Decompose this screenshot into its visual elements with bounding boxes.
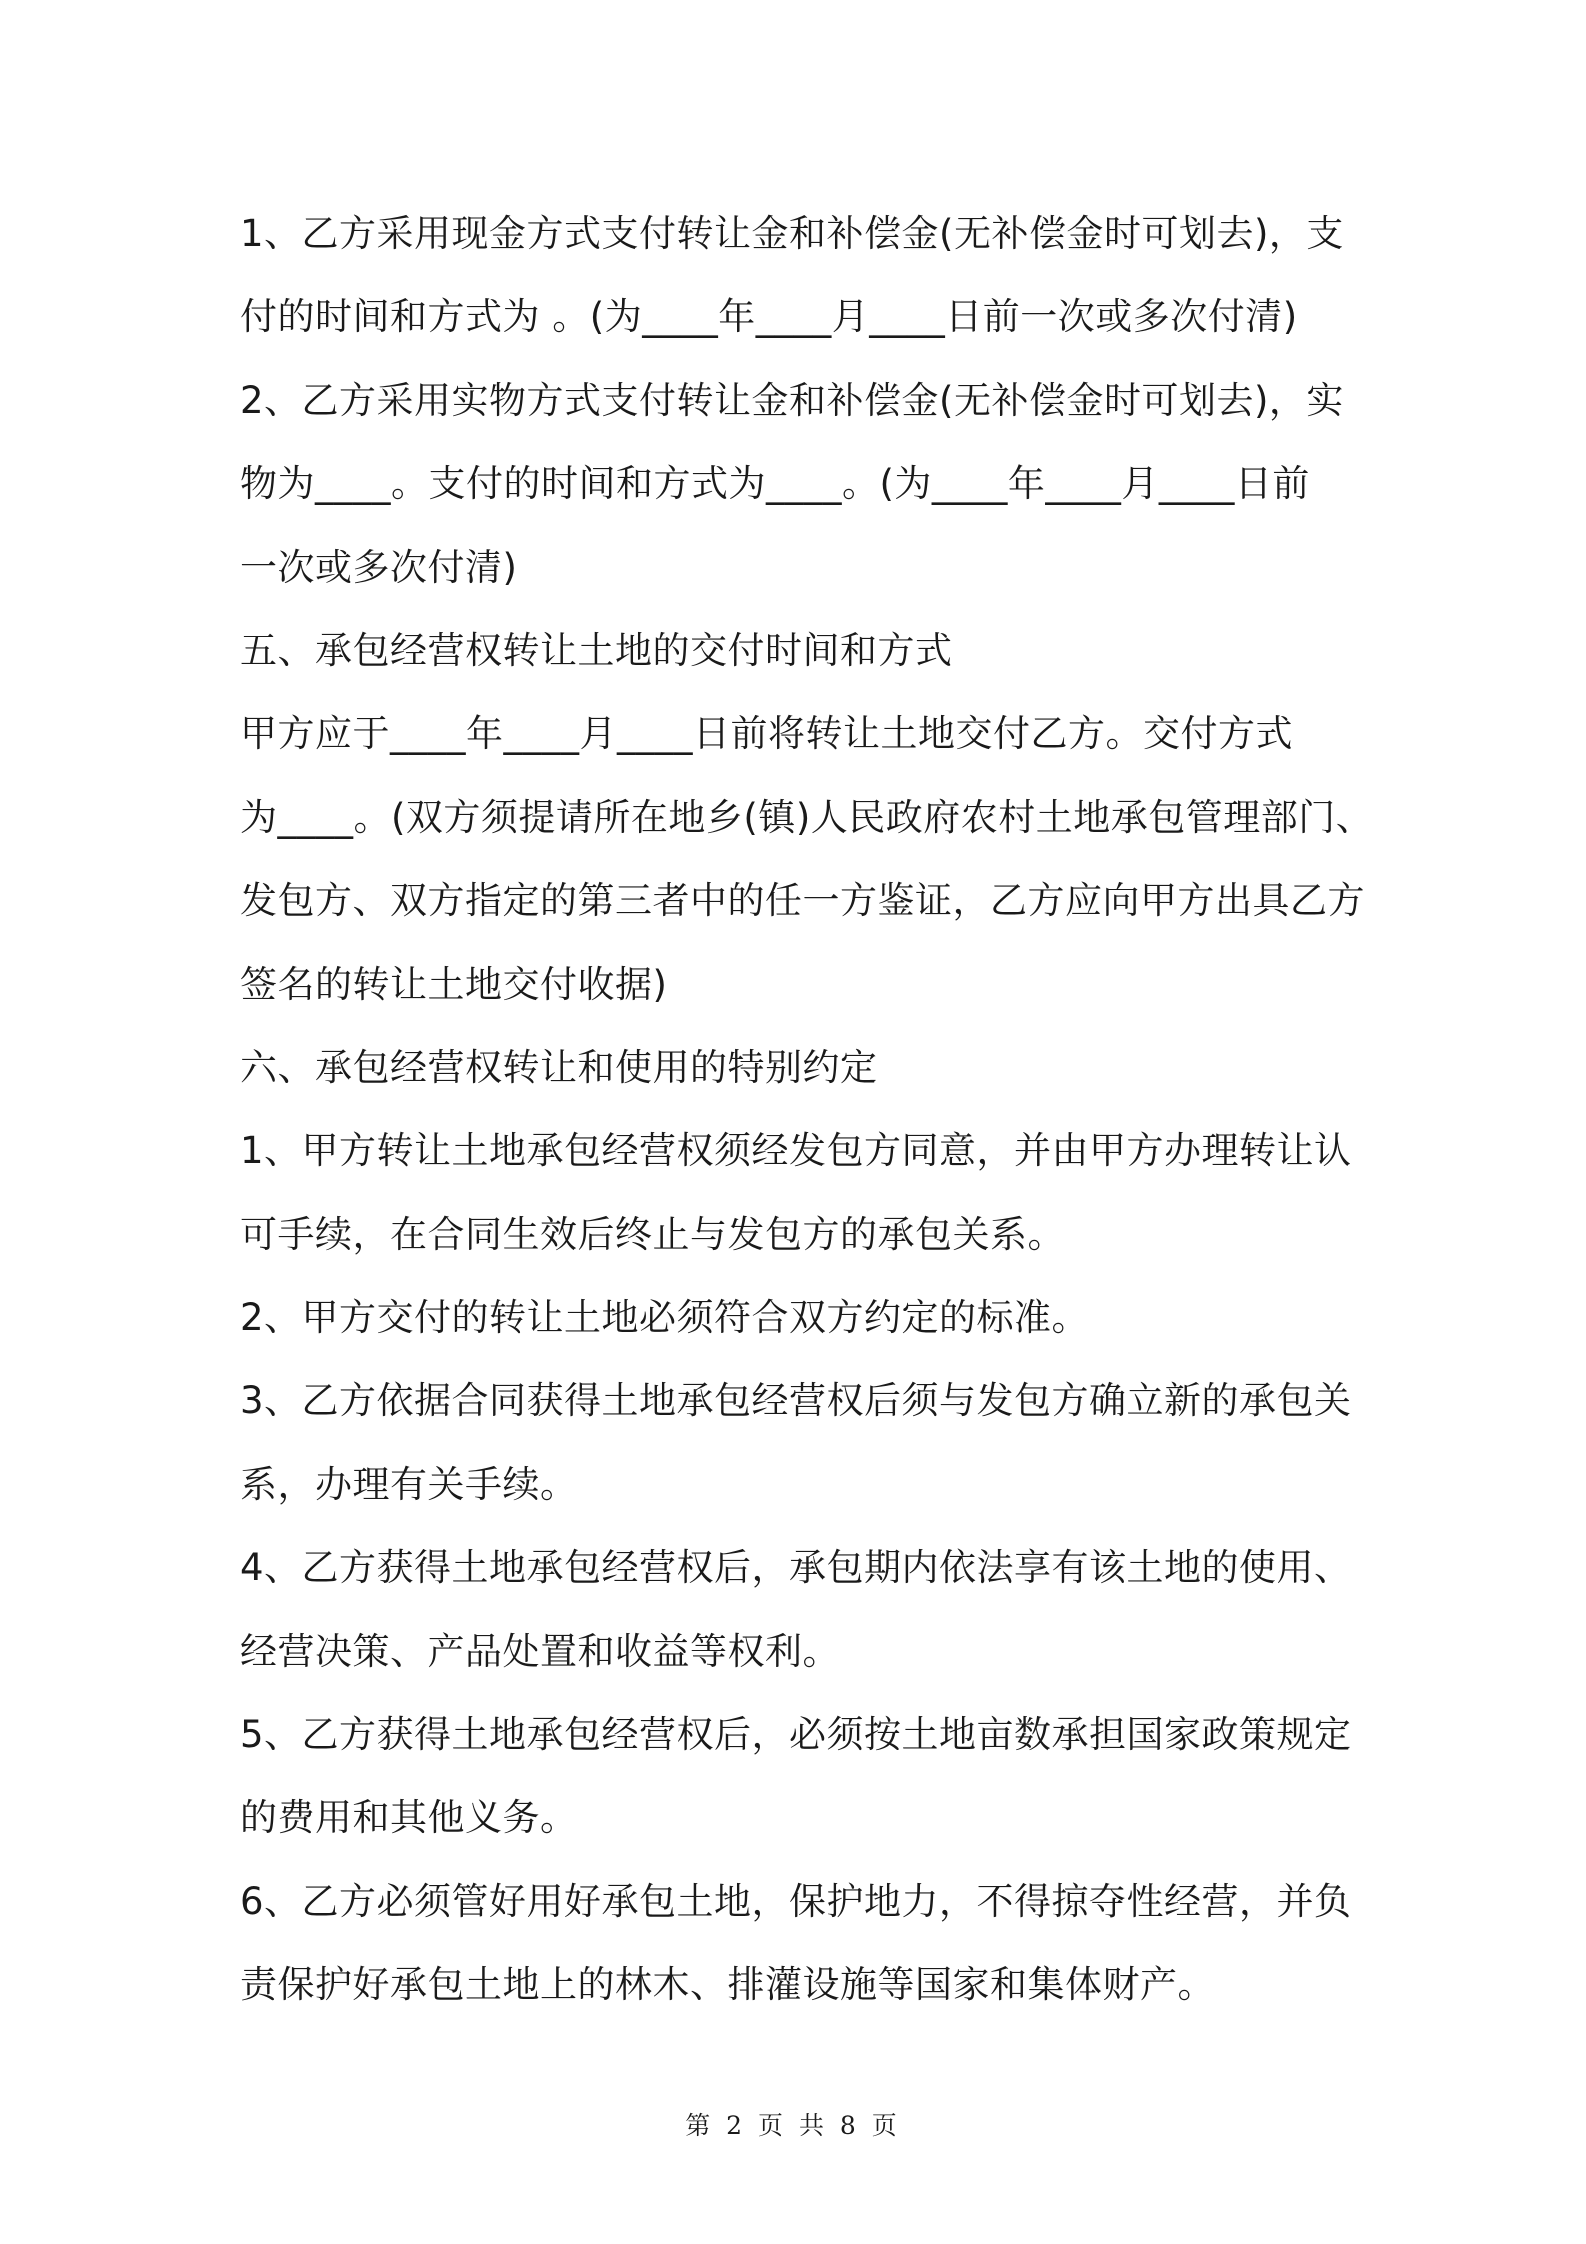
text-line: 为____。(双方须提请所在地乡(镇)人民政府农村土地承包管理部门、 [240, 795, 1374, 839]
text-line: 甲方应于____年____月____日前将转让土地交付乙方。交付方式 [240, 712, 1293, 756]
text-line: 1、乙方采用现金方式支付转让金和补偿金(无补偿金时可划去)，支 [240, 212, 1344, 255]
text-line: 物为____。支付的时间和方式为____。(为____年____月____日前 [240, 462, 1310, 506]
text-line: 4、乙方获得土地承包经营权后，承包期内依法享有该土地的使用、 [240, 1546, 1352, 1590]
section-heading-5: 五、承包经营权转让土地的交付时间和方式 [240, 628, 953, 672]
text-line: 2、乙方采用实物方式支付转让金和补偿金(无补偿金时可划去)，实 [240, 378, 1344, 422]
page-number-footer: 第 2 页 共 8 页 [685, 2111, 901, 2140]
text-line: 6、乙方必须管好用好承包土地，保护地力，不得掠夺性经营，并负 [240, 1879, 1352, 1923]
text-line: 5、乙方获得土地承包经营权后，必须按土地亩数承担国家政策规定 [240, 1713, 1352, 1757]
section-heading-6: 六、承包经营权转让和使用的特别约定 [240, 1045, 878, 1089]
text-line: 付的时间和方式为 。(为____年____月____日前一次或多次付清) [240, 295, 1298, 339]
text-line: 1、甲方转让土地承包经营权须经发包方同意，并由甲方办理转让认 [240, 1129, 1352, 1173]
text-line: 3、乙方依据合同获得土地承包经营权后须与发包方确立新的承包关 [240, 1379, 1352, 1423]
text-line: 发包方、双方指定的第三者中的任一方鉴证，乙方应向甲方出具乙方 [240, 879, 1365, 923]
text-line: 的费用和其他义务。 [240, 1796, 578, 1840]
text-line: 一次或多次付清) [240, 545, 518, 589]
text-line: 签名的转让土地交付收据) [240, 962, 668, 1006]
text-line: 可手续，在合同生效后终止与发包方的承包关系。 [240, 1212, 1065, 1256]
text-line: 系，办理有关手续。 [240, 1462, 578, 1506]
text-line: 责保护好承包土地上的林木、排灌设施等国家和集体财产。 [240, 1963, 1215, 2007]
text-line: 经营决策、产品处置和收益等权利。 [240, 1629, 840, 1673]
document-body [240, 192, 1374, 2027]
text-line: 2、甲方交付的转让土地必须符合双方约定的标准。 [240, 1296, 1090, 1340]
